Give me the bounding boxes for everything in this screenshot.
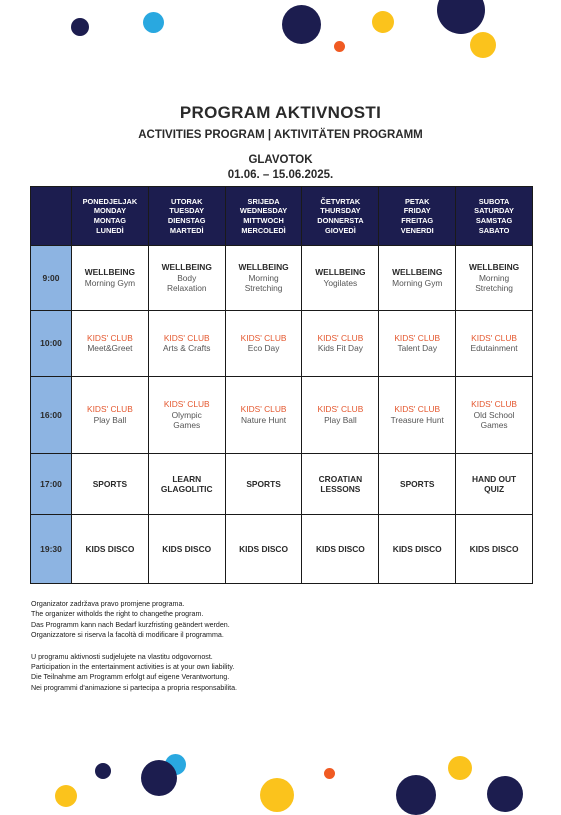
day-name: SUBOTA (478, 196, 510, 206)
day-name: LUNEDÌ (96, 225, 124, 235)
activity-cell (72, 453, 149, 515)
activity-cell (379, 453, 456, 515)
activity-name: KIDS DISCO (315, 543, 365, 554)
activity-category: KIDS' CLUB (163, 332, 210, 343)
activity-category: KIDS' CLUB (317, 404, 364, 415)
page-subtitle: ACTIVITIES PROGRAM | AKTIVITÄTEN PROGRAMM (138, 129, 423, 141)
table-row (31, 377, 533, 454)
table-row (31, 310, 533, 377)
day-name: SATURDAY (474, 206, 514, 216)
activity-name: Play Ball (93, 414, 127, 425)
day-name: VENERDI (400, 225, 434, 235)
decor-dot (334, 41, 345, 52)
decor-dot (282, 5, 321, 44)
notes (31, 599, 237, 704)
note-line: Das Programm kann nach Bedarf kurzfristing geändert werden. (31, 620, 230, 629)
activity-cell (302, 310, 379, 377)
activity-cell (302, 515, 379, 584)
activity-cell (72, 310, 149, 377)
liability-note (31, 652, 237, 694)
day-name: THURSDAY (320, 206, 361, 216)
activity-name: SPORTS (400, 478, 435, 489)
activity-category: KIDS' CLUB (317, 332, 364, 343)
activity-name: LESSONS (320, 484, 361, 495)
activity-name: Stretching (475, 283, 513, 294)
day-name: PONEDJELJAK (82, 196, 138, 206)
activity-category: KIDS' CLUB (394, 332, 441, 343)
decor-dot (324, 768, 335, 779)
activity-name: LEARN (172, 473, 202, 484)
activity-category: KIDS' CLUB (240, 332, 287, 343)
activity-name: Body (177, 272, 197, 283)
activity-cell (148, 515, 225, 584)
activity-name: Nature Hunt (240, 414, 287, 425)
corner-cell (31, 187, 72, 246)
activity-cell (148, 453, 225, 515)
note-line: U programu aktivnosti sudjelujete na vlastitu odgovornost. (31, 652, 213, 661)
activity-category: KIDS' CLUB (471, 332, 517, 343)
activity-cell (72, 515, 149, 584)
time-cell: 17:00 (31, 453, 72, 515)
day-name: SRIJEDA (247, 196, 280, 206)
day-name: DONNERSTA (317, 216, 364, 225)
activity-cell (379, 310, 456, 377)
activity-name: Talent Day (397, 343, 438, 354)
activity-name: HAND OUT (471, 473, 517, 484)
activity-category: KIDS' CLUB (240, 404, 287, 415)
activity-name: QUIZ (484, 484, 505, 495)
activity-name: Morning Gym (84, 277, 136, 288)
activity-cell (302, 453, 379, 515)
table-row (31, 515, 533, 584)
activity-name: KIDS DISCO (239, 543, 288, 554)
day-name: TUESDAY (169, 206, 205, 216)
activity-name: KIDS DISCO (392, 543, 442, 554)
activity-name: Play Ball (324, 414, 357, 425)
day-name: MONTAG (93, 216, 127, 225)
decor-dot (396, 775, 436, 815)
decor-dot (143, 12, 164, 33)
decor-dot (260, 778, 294, 812)
time-cell: 9:00 (31, 246, 72, 311)
activity-category: WELLBEING (315, 267, 366, 278)
day-header (225, 187, 302, 246)
decor-dot (55, 785, 77, 807)
note-line: Organizzatore si riserva la facoltà di modificare il programma. (31, 631, 224, 640)
activity-cell (456, 453, 533, 515)
header-row (31, 187, 533, 246)
day-name: WEDNESDAY (239, 206, 288, 216)
activity-name: Arts & Crafts (163, 343, 211, 354)
activity-cell (225, 515, 302, 584)
activity-category: WELLBEING (84, 267, 136, 278)
day-name: SABATO (478, 225, 510, 235)
activity-category: WELLBEING (392, 267, 443, 278)
day-name: MONDAY (93, 206, 126, 216)
decor-dot (372, 11, 394, 33)
day-name: UTORAK (171, 196, 203, 206)
day-name: ČETVRTAK (320, 196, 361, 206)
day-name: FREITAG (401, 216, 434, 225)
activity-cell (225, 310, 302, 377)
activity-cell (225, 246, 302, 311)
day-name: SAMSTAG (475, 216, 513, 225)
activity-category: KIDS' CLUB (87, 404, 133, 415)
activity-cell (148, 310, 225, 377)
table-row (31, 453, 533, 515)
activity-category: KIDS' CLUB (87, 332, 133, 343)
activity-name: Stretching (244, 283, 283, 294)
activity-name: KIDS DISCO (85, 543, 135, 554)
day-header (302, 187, 379, 246)
activity-category: KIDS' CLUB (471, 399, 517, 410)
decor-dot (448, 756, 472, 780)
activity-cell (456, 310, 533, 377)
note-line: Organizator zadržava pravo promjene programa. (31, 600, 185, 608)
activity-name: Edutainment (470, 343, 518, 354)
note-line: Die Teilnahme am Programm erfolgt auf eigene Verantwortung. (31, 673, 230, 682)
activity-name: Morning (478, 272, 510, 283)
day-header (72, 187, 149, 246)
table-row (31, 246, 533, 311)
activity-name: GLAGOLITIC (160, 484, 213, 495)
activity-name: Olympic (171, 409, 202, 420)
activity-name: Old School (473, 409, 515, 420)
activity-cell (456, 246, 533, 311)
activity-name: Games (480, 420, 508, 431)
activity-cell (225, 453, 302, 515)
note-line: Participation in the entertainment activities is at your own liability. (31, 663, 235, 672)
day-name: MITTWOCH (243, 216, 284, 225)
activity-category: KIDS' CLUB (163, 399, 210, 410)
activity-name: CROATIAN (318, 473, 363, 484)
day-name: GIOVEDÌ (324, 225, 356, 235)
activity-category: WELLBEING (468, 262, 520, 273)
activity-name: Yogilates (323, 277, 358, 288)
day-name: DIENSTAG (167, 216, 206, 225)
activity-cell (72, 377, 149, 454)
note-line: The organizer witholds the right to changethe program. (31, 610, 204, 619)
activity-name: SPORTS (246, 478, 281, 489)
activity-cell (302, 377, 379, 454)
activity-cell (456, 377, 533, 454)
activity-cell (379, 246, 456, 311)
day-name: PETAK (404, 196, 430, 206)
day-header (148, 187, 225, 246)
activity-cell (72, 246, 149, 311)
activity-category: WELLBEING (238, 262, 289, 273)
activity-category: WELLBEING (161, 262, 212, 273)
activity-cell (302, 246, 379, 311)
day-name: MARTEDÌ (169, 225, 204, 235)
activity-cell (148, 377, 225, 454)
time-cell: 10:00 (31, 310, 72, 377)
activity-name: Kids Fit Day (317, 343, 363, 354)
activity-cell (148, 246, 225, 311)
activity-category: KIDS' CLUB (394, 404, 441, 415)
decor-dot (141, 760, 177, 796)
activity-name: Meet&Greet (87, 343, 133, 354)
day-name: FRIDAY (403, 206, 431, 216)
note-line: Nei programmi d'animazione si partecipa a propria responsabilita. (31, 683, 237, 692)
decor-dot (71, 18, 89, 36)
activity-name: SPORTS (92, 478, 128, 489)
activity-name: KIDS DISCO (469, 543, 519, 554)
decor-dot (437, 0, 485, 34)
activity-cell (379, 515, 456, 584)
activity-name: Morning Gym (392, 277, 443, 288)
activity-name: Eco Day (247, 343, 280, 354)
decor-dot (95, 763, 111, 779)
schedule-table (30, 186, 533, 584)
day-header (379, 187, 456, 246)
activity-name: Morning (248, 272, 279, 283)
activity-name: Relaxation (166, 283, 207, 294)
activity-cell (225, 377, 302, 454)
location: GLAVOTOK (248, 154, 313, 166)
activity-cell (379, 377, 456, 454)
activity-name: Treasure Hunt (390, 414, 444, 425)
day-header (456, 187, 533, 246)
page-title: PROGRAM AKTIVNOSTI (179, 103, 382, 122)
day-name: MERCOLEDÌ (241, 225, 286, 235)
activity-cell (456, 515, 533, 584)
time-cell: 16:00 (31, 377, 72, 454)
decor-dot (487, 776, 523, 812)
rights-note (31, 599, 237, 641)
decor-dot (470, 32, 496, 58)
activity-name: Games (173, 420, 201, 431)
date-range: 01.06. – 15.06.2025. (227, 169, 334, 181)
activity-name: KIDS DISCO (162, 543, 212, 554)
time-cell: 19:30 (31, 515, 72, 584)
